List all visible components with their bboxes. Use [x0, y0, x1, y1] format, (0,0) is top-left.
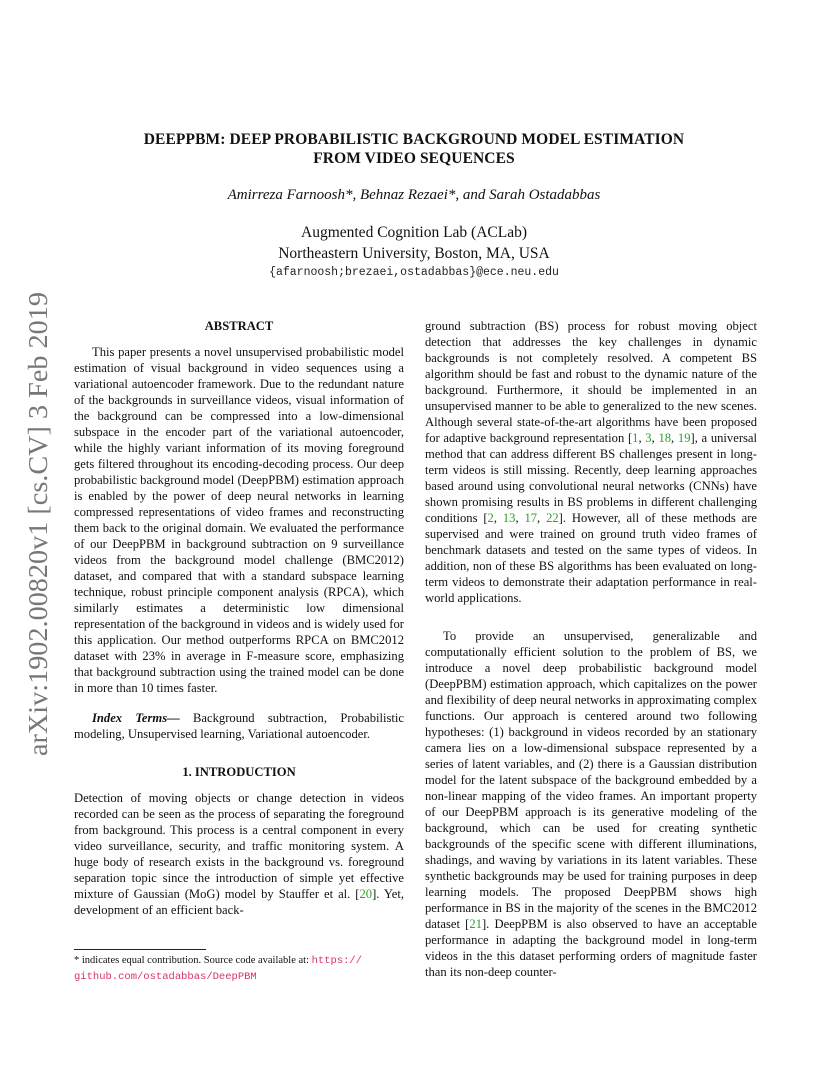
right-column: [425, 318, 757, 980]
left-column: [74, 318, 404, 918]
right-text-c: ]. However, all of these methods are supervised and were trained on ground truth video frames of benchmark datasets and tested on the same types of videos. In addition, non of these BS algorithms has been evaluated on long-term videos to demonstrate their adaptation performance in real-world applications.: [425, 511, 757, 605]
author-emails: {afarnoosh;brezaei,ostadabbas}@ece.neu.edu: [269, 266, 559, 279]
index-terms-text: Background subtraction, Probabilistic modeling, Unsupervised learning, Variational autoencoder.: [74, 711, 404, 741]
source-url-part-2: github.com/ostadabbas/DeepPBM: [74, 971, 257, 983]
right-paragraph-1: ground subtraction (BS) process for robust moving object detection that addresses the key challenges in dynamic backgrounds is not completely resolved. A competent BS algorithm should be fast and robust to the dynamic nature of the background. Furthermore, it should be implemented in an unsupervised manner to be able to generalized to the new scenes. Although several state-of-the-art algorithms have been proposed for adaptive background representation [1, 3, 18, 19], a universal method that can address different BS challenges present in long-term videos is still missing. Recently, deep learning approaches based around using convolutional neural networks (CNNs) have shown promising results in BS problems in different challenging conditions [2, 13, 17, 22]. However, all of these methods are supervised and were trained on ground truth video frames of benchmark datasets and tested on the same types of videos. In addition, non of these BS algorithms has been evaluated on long-term videos to demonstrate their adaptation performance in real-world applications.: [425, 319, 758, 605]
intro-text-b: ]. Yet, development of an efficient back-: [74, 887, 404, 917]
title-line-2: FROM VIDEO SEQUENCES: [313, 150, 515, 167]
right-text-e: ]. DeepPBM is also observed to have an acceptable performance in adapting the background model in long-term videos in the this dataset performing orders of magnitude faster than its non-deep counter-: [425, 917, 758, 979]
arxiv-stamp-text: arXiv:1902.00820v1 [cs.CV] 3 Feb 2019: [22, 303, 53, 756]
affiliation-lab: Augmented Cognition Lab (ACLab): [301, 224, 527, 241]
footnote: [74, 953, 406, 985]
citation-link[interactable]: 19: [677, 431, 691, 445]
author-list: Amirreza Farnoosh*, Behnaz Rezaei*, and Sarah Ostadabbas: [227, 187, 601, 203]
arxiv-side-stamp: [14, 292, 58, 756]
intro-paragraph: [74, 790, 404, 918]
source-url-part-1: https://: [311, 955, 363, 967]
footnote-rule: [74, 949, 206, 950]
right-text-b: ], a universal method that can address different BS challenges present in long-term videos is still missing. Recently, deep learning approaches based around using convolutional neural networks (CNNs) have shown promising results in BS problems in different challenging conditions [: [425, 431, 758, 525]
index-terms: [74, 710, 404, 742]
right-text-d: To provide an unsupervised, generalizable and computationally efficient solution to the problem of BS, we introduce a novel deep probabilistic background model (DeepPBM) estimation approach, which capitalizes on the power and flexibility of deep neural networks in approximating complex functions. Our approach is centered around two following hypotheses: (1) background in videos recorded by an stationary camera lies on a low-dimensional subspace represented by a series of latent variables, and (2) there is a Gaussian distribution model for the latent subspace of the background embedded by a non-linear mapping of the video frames. An important property of our DeepPBM approach is its generative modeling of the background, which can be used for creating synthetic backgrounds of the specific scene with different illuminations, shadings, and waving by variations in its latent variables. These synthetic backgrounds may be used for training purposes in deep learning models. The proposed DeepPBM shows high performance in BS in the majority of the scenes in the BMC2012 dataset [: [425, 629, 757, 931]
paper-title: [80, 130, 748, 168]
introduction-heading: 1. INTRODUCTION: [182, 765, 296, 779]
citation-link[interactable]: 22: [546, 511, 559, 525]
citation-link[interactable]: 2: [487, 511, 494, 525]
right-paragraph-2: [425, 628, 757, 980]
index-terms-label: Index Terms—: [92, 711, 180, 725]
citation-link[interactable]: 18: [658, 431, 672, 445]
right-text-a: ground subtraction (BS) process for robust moving object detection that addresses the key challenges in dynamic backgrounds is not completely resolved. A competent BS algorithm should be fast and robust to the dynamic nature of the background. Furthermore, it should be implemented in an unsupervised manner to be able to generalized to the new scenes. Although several state-of-the-art algorithms have been proposed for adaptive background representation [: [425, 319, 757, 445]
citation-link[interactable]: 21: [469, 917, 482, 931]
citation-link[interactable]: 20: [359, 887, 373, 901]
citation-link[interactable]: 1: [632, 431, 639, 445]
abstract-text: This paper presents a novel unsupervised probabilistic model estimation of visual background in video sequences using a variational autoencoder framework. Due to the redundant nature of the backgrounds in surveillance videos, visual information of the background can be compressed into a low-dimensional subspace in the encoder part of the variational autoencoder, while the highly variant information of its moving foreground gets filtered throughout its encoding-decoding process. Our deep probabilistic background model (DeepPBM) estimation approach is enabled by the power of deep neural networks in learning compressed representations of video frames and reconstructing them back to the original domain. We evaluated the performance of our DeepPBM in background subtraction on 9 surveillance videos from the background model challenge (BMC2012) dataset, and compared that with a standard subspace learning technique, robust principle component analysis (RPCA), which similarly estimates a deterministic low dimensional representation of the background in videos and is widely used for this application. Our method outperforms RPCA on BMC2012 dataset with 23% in average in F-measure score, emphasizing that background subtraction using the trained model can be done in more than 10 times faster.: [74, 345, 404, 695]
affiliation-university: Northeastern University, Boston, MA, USA: [278, 245, 550, 262]
citation-link[interactable]: 3: [645, 431, 652, 445]
abstract-heading: ABSTRACT: [204, 319, 274, 333]
citation-link[interactable]: 13: [502, 511, 516, 525]
footnote-text: * indicates equal contribution. Source code available at:: [74, 955, 312, 966]
title-line-1: DEEPPBM: DEEP PROBABILISTIC BACKGROUND MODEL ESTIMATION: [143, 131, 685, 148]
citation-link[interactable]: 17: [524, 511, 538, 525]
intro-text-a: Detection of moving objects or change detection in videos recorded can be seen as the process of separating the foreground from background. This process is a central component in every video surveillance, security, and traffic monitoring system. A huge body of research exists in the background vs. foreground separation topic since the introduction of simple yet effective mixture of Gaussian (MoG) model by Stauffer et al. [: [74, 791, 404, 901]
